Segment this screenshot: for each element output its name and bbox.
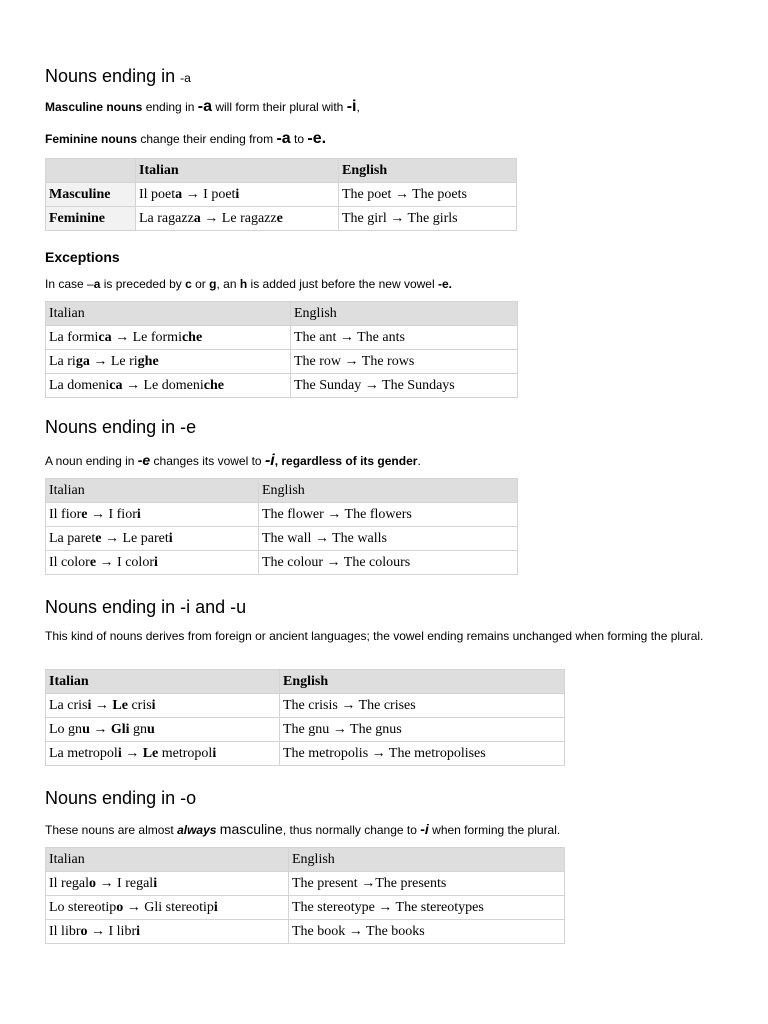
ending: i <box>151 697 156 713</box>
italian-cell <box>46 718 280 742</box>
ending-a: -a <box>276 130 291 147</box>
article: Le <box>142 745 159 761</box>
row-label: Feminine <box>46 207 136 231</box>
heading-nouns-a <box>45 65 191 89</box>
article: Gli <box>110 721 130 737</box>
ending: o <box>116 899 124 915</box>
ending: e <box>81 506 88 522</box>
text: , <box>356 100 360 114</box>
masculine-text: masculine <box>219 821 283 837</box>
ending: u <box>82 721 90 737</box>
ending: i <box>168 530 173 546</box>
ending: i <box>117 745 122 761</box>
text: La formi <box>49 329 99 345</box>
header-cell: Italian <box>46 848 289 872</box>
header-cell: English <box>280 670 565 694</box>
table-row <box>46 326 518 350</box>
english-cell: The gnu → The gnus <box>280 718 565 742</box>
ending-a: -a <box>197 98 212 115</box>
ending: ga <box>75 353 90 369</box>
text: La cris <box>49 697 88 713</box>
table-row <box>46 527 518 551</box>
text: Il color <box>49 554 90 570</box>
table-row <box>46 207 517 231</box>
heading-suffix: -a <box>180 71 191 85</box>
italian-cell <box>46 872 289 896</box>
ending: che <box>181 329 203 345</box>
ending: i <box>87 697 92 713</box>
ending-i: -i <box>264 452 275 469</box>
text: Lo gn <box>49 721 83 737</box>
english-cell: The colour → The colours <box>259 551 518 575</box>
ending: i <box>136 923 140 939</box>
text: or <box>191 277 210 291</box>
i-u-rule: This kind of nouns derives from foreign or ancient languages; the vowel ending remains unchanged when forming the plural. <box>45 629 704 643</box>
header-cell <box>46 159 136 183</box>
text: Il fior <box>49 506 82 522</box>
table-row <box>46 183 517 207</box>
text: → I color <box>96 554 154 570</box>
text: → <box>121 745 143 761</box>
ending: i <box>212 745 217 761</box>
ending: ghe <box>137 353 159 369</box>
ending: u <box>147 721 155 737</box>
italian-cell <box>46 551 259 575</box>
text: → Le domeni <box>122 377 204 393</box>
table-row <box>46 374 518 398</box>
text: Lo stereotip <box>49 899 117 915</box>
text: changes its vowel to <box>150 454 265 468</box>
english-cell: The poet → The poets <box>339 183 517 207</box>
table-row <box>46 896 565 920</box>
header-cell: English <box>289 848 565 872</box>
header-cell: Italian <box>46 670 280 694</box>
text: , thus normally change to <box>282 823 421 837</box>
text: will form their plural with <box>211 100 347 114</box>
text: Il regal <box>49 875 90 891</box>
table-header-row <box>46 479 518 503</box>
ending: ca <box>109 377 123 393</box>
ending-i: -i <box>346 98 357 115</box>
text: gn <box>129 721 148 737</box>
italian-cell <box>46 503 259 527</box>
ending-i: -i <box>420 821 429 837</box>
text: La paret <box>49 530 96 546</box>
article: Le <box>112 697 128 713</box>
table-nouns-e <box>45 478 518 575</box>
heading-nouns-i-u: Nouns ending in -i and -u <box>45 597 247 617</box>
ending: e <box>276 210 283 226</box>
bold-text: , regardless of its gender <box>274 454 418 468</box>
italian-cell <box>46 694 280 718</box>
text: is preceded by <box>100 277 186 291</box>
table-row <box>46 920 565 944</box>
ending: i <box>235 186 240 202</box>
table-row <box>46 718 565 742</box>
feminine-rule <box>45 131 725 147</box>
table-header-row <box>46 302 518 326</box>
text: to <box>290 132 308 146</box>
english-cell: The girl → The girls <box>339 207 517 231</box>
table-header-row <box>46 670 565 694</box>
bold-text: Masculine nouns <box>45 100 143 114</box>
text: Il libr <box>49 923 81 939</box>
text: La ri <box>49 353 76 369</box>
english-cell: The book → The books <box>289 920 565 944</box>
text: Il poet <box>139 186 176 202</box>
english-cell: The ant → The ants <box>291 326 518 350</box>
ending: o <box>89 875 97 891</box>
masculine-rule <box>45 99 725 115</box>
exceptions-rule <box>45 276 725 292</box>
text: when forming the plural. <box>428 823 561 837</box>
italian-cell <box>136 207 339 231</box>
text: → I poet <box>182 186 236 202</box>
text: → I libr <box>87 923 137 939</box>
text: → <box>89 721 111 737</box>
table-nouns-a <box>45 158 517 231</box>
text: → Le formi <box>111 329 182 345</box>
text: → Gli stereotip <box>123 899 214 915</box>
text: → Le ri <box>89 353 138 369</box>
italian-cell <box>46 742 280 766</box>
english-cell: The wall → The walls <box>259 527 518 551</box>
table-row <box>46 694 565 718</box>
heading-nouns-e: Nouns ending in -e <box>45 417 197 437</box>
ending: e <box>95 530 102 546</box>
header-cell: Italian <box>136 159 339 183</box>
ending: i <box>136 506 141 522</box>
text: cris <box>127 697 152 713</box>
ending-e: -e. <box>307 130 327 147</box>
italian-cell <box>136 183 339 207</box>
text: A noun ending in <box>45 454 138 468</box>
table-row <box>46 872 565 896</box>
table-nouns-i-u <box>45 669 565 766</box>
italian-cell <box>46 374 291 398</box>
text: La domeni <box>49 377 110 393</box>
text: La ragazz <box>139 210 194 226</box>
text: , an <box>216 277 240 291</box>
italian-cell <box>46 326 291 350</box>
italian-cell <box>46 527 259 551</box>
bold-text: -e. <box>437 277 452 291</box>
heading-exceptions: Exceptions <box>45 249 120 265</box>
table-exceptions <box>45 301 518 398</box>
table-row <box>46 742 565 766</box>
text: → I fior <box>87 506 137 522</box>
e-rule <box>45 452 725 469</box>
ending: i <box>153 875 158 891</box>
header-cell: Italian <box>46 302 291 326</box>
italian-cell <box>46 896 289 920</box>
ending: e <box>89 554 97 570</box>
text: → I regal <box>96 875 154 891</box>
header-cell: English <box>259 479 518 503</box>
header-cell: English <box>339 159 517 183</box>
bold-text: c <box>185 277 192 291</box>
text: In case – <box>45 277 94 291</box>
italian-cell <box>46 920 289 944</box>
text: → Le ragazz <box>200 210 277 226</box>
heading-text: Nouns ending in <box>45 66 181 86</box>
table-nouns-o <box>45 847 565 944</box>
heading-nouns-o: Nouns ending in -o <box>45 788 197 808</box>
ending: i <box>153 554 158 570</box>
o-rule <box>45 821 725 838</box>
ending-e: -e <box>137 452 151 468</box>
ending: che <box>203 377 224 393</box>
english-cell: The stereotype → The stereotypes <box>289 896 565 920</box>
table-header-row <box>46 848 565 872</box>
bold-text: Feminine nouns <box>45 132 138 146</box>
text: metropol <box>158 745 213 761</box>
table-row <box>46 350 518 374</box>
english-cell: The crisis → The crises <box>280 694 565 718</box>
italian-cell <box>46 350 291 374</box>
text: . <box>417 454 421 468</box>
english-cell: The Sunday → The Sundays <box>291 374 518 398</box>
ending: a <box>193 210 201 226</box>
table-row <box>46 503 518 527</box>
text: → <box>91 697 113 713</box>
bold-text: a <box>93 277 101 291</box>
bold-text: h <box>239 277 248 291</box>
english-cell: The row → The rows <box>291 350 518 374</box>
ending: i <box>213 899 218 915</box>
table-row <box>46 551 518 575</box>
text: La metropol <box>49 745 118 761</box>
english-cell: The flower → The flowers <box>259 503 518 527</box>
text: ending in <box>142 100 198 114</box>
text: → Le paret <box>101 530 169 546</box>
bold-text: g <box>209 277 217 291</box>
header-cell: Italian <box>46 479 259 503</box>
header-cell: English <box>291 302 518 326</box>
english-cell: The present →The presents <box>289 872 565 896</box>
text: is added just before the new vowel <box>247 277 438 291</box>
ending: ca <box>98 329 112 345</box>
english-cell: The metropolis → The metropolises <box>280 742 565 766</box>
text: These nouns are almost <box>45 823 178 837</box>
text: change their ending from <box>137 132 277 146</box>
table-header-row <box>46 159 517 183</box>
ending: o <box>80 923 88 939</box>
row-label: Masculine <box>46 183 136 207</box>
ending: a <box>175 186 183 202</box>
bold-italic-text: always <box>177 823 217 837</box>
